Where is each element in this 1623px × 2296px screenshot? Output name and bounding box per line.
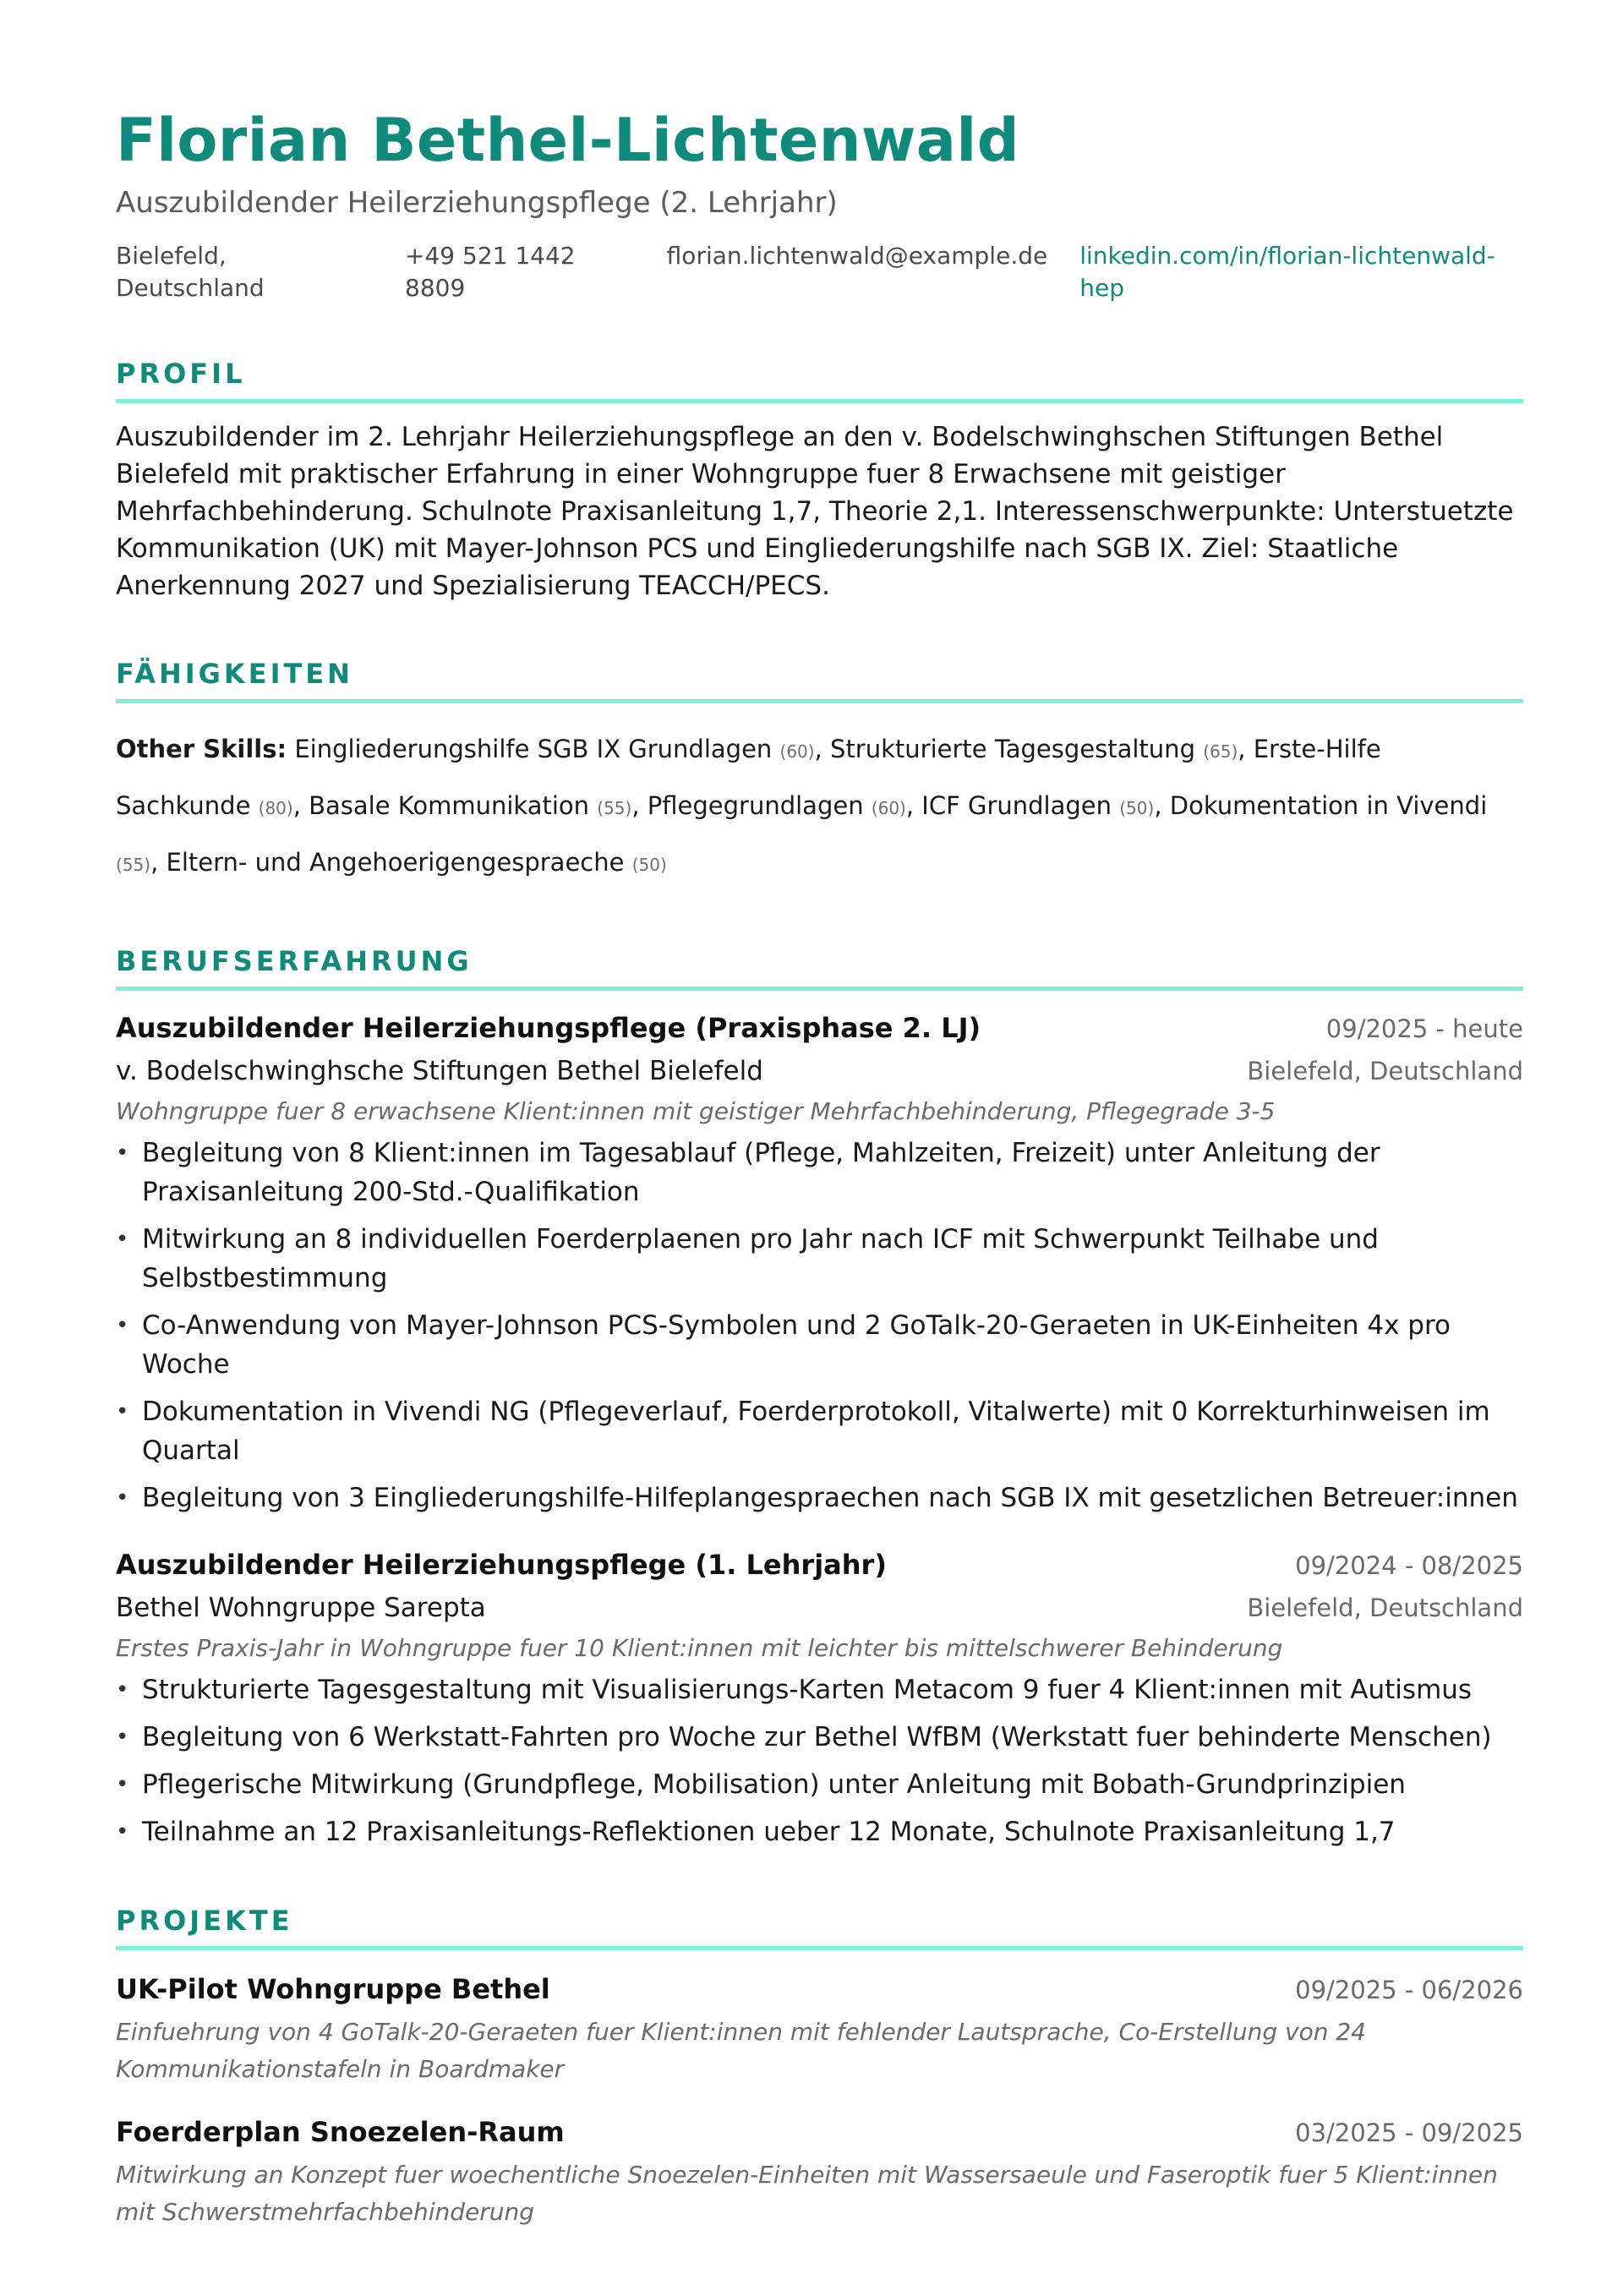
skill-name: Basale Kommunikation: [309, 791, 590, 820]
skill-name: ICF Grundlagen: [921, 791, 1112, 820]
experience-title-row: [116, 1544, 1523, 1586]
section-title-experience: BERUFSERFAHRUNG: [116, 944, 1523, 991]
company-name: Bethel Wohngruppe Sarepta: [116, 1593, 486, 1623]
bullet-item: • Begleitung von 6 Werkstatt-Fahrten pro Woche zur Bethel WfBM (Werkstatt fuer behinderte Menschen): [116, 1718, 1523, 1757]
experience-company-row: [116, 1586, 1523, 1630]
project-title: UK-Pilot Wohngruppe Bethel: [116, 1973, 550, 2005]
skill-level: (80): [258, 798, 293, 818]
projects-section: [116, 1904, 1523, 2231]
skill-level: (55): [116, 855, 151, 875]
skill-separator: ,: [1238, 735, 1254, 763]
skills-category-label: Other Skills:: [116, 735, 287, 763]
contact-location: Bielefeld, Deutschland: [116, 242, 265, 302]
skill-name: Eltern- und Angehoerigengespraeche: [166, 848, 625, 877]
skill-level: (60): [871, 798, 906, 818]
job-bullets: [116, 1670, 1523, 1851]
profile-summary: Auszubildender im 2. Lehrjahr Heilerziehungspflege an den v. Bodelschwinghschen Stiftungen Bethel Bielefeld mit praktischer Erfahrung in einer Wohngruppe fuer 8 Erwachsene mit geistiger Mehrfachbehinderung. Schulnote Praxisanleitung 1,7, Theorie 2,1. Interessenschwerpunkte: Unterstuetzte Kommunikation (UK) mit Mayer-Johnson PCS und Eingliederungshilfe nach SGB IX. Ziel: Staatliche Anerkennung 2027 und Spezialisierung TEACCH/PECS.: [116, 422, 1514, 601]
skills-list: [116, 722, 1523, 892]
project-title: Foerderplan Snoezelen-Raum: [116, 2116, 565, 2148]
skill-level: (50): [1119, 798, 1155, 818]
linkedin-link[interactable]: linkedin.com/in/florian-lichtenwald-hep: [1079, 242, 1495, 302]
skill-separator: ,: [814, 735, 831, 763]
project-entry: [116, 2112, 1523, 2231]
contact-line: [116, 240, 1523, 304]
company-name: v. Bodelschwinghsche Stiftungen Bethel Bielefeld: [116, 1056, 763, 1086]
project-entry: [116, 1969, 1523, 2088]
resume-content: [116, 100, 1523, 2231]
job-bullets: [116, 1134, 1523, 1517]
experience-section: [116, 944, 1523, 1851]
experience-company-row: [116, 1049, 1523, 1093]
contact-phone: +49 521 1442 8809: [405, 242, 576, 302]
candidate-headline: Auszubildender Heilerziehungspflege (2. Lehrjahr): [116, 186, 838, 220]
skills-items: [116, 735, 1487, 877]
job-location: Bielefeld, Deutschland: [1247, 1057, 1523, 1085]
job-title: Auszubildender Heilerziehungspflege (1. Lehrjahr): [116, 1549, 887, 1581]
project-title-row: [116, 1969, 1523, 2010]
skills-section: [116, 657, 1523, 892]
project-title-row: [116, 2112, 1523, 2153]
skill-level: (55): [597, 798, 632, 818]
profile-section: [116, 357, 1523, 604]
contact-email: florian.lichtenwald@example.de: [666, 242, 1048, 270]
job-title: Auszubildender Heilerziehungspflege (Praxisphase 2. LJ): [116, 1012, 981, 1044]
resume-header: [116, 100, 1523, 304]
bullet-item: • Strukturierte Tagesgestaltung mit Visualisierungs-Karten Metacom 9 fuer 4 Klient:innen mit Autismus: [116, 1670, 1523, 1709]
section-title-skills: FÄHIGKEITEN: [116, 657, 1523, 703]
skill-separator: ,: [150, 848, 167, 877]
skill-level: (50): [631, 855, 667, 875]
skill-name: Strukturierte Tagesgestaltung: [830, 735, 1195, 763]
bullet-item: • Begleitung von 3 Eingliederungshilfe-Hilfeplangespraechen nach SGB IX mit gesetzlichen Betreuer:innen: [116, 1479, 1523, 1517]
bullet-item: • Pflegerische Mitwirkung (Grundpflege, Mobilisation) unter Anleitung mit Bobath-Grundprinzipien: [116, 1765, 1523, 1804]
bullet-item: • Co-Anwendung von Mayer-Johnson PCS-Symbolen und 2 GoTalk-20-Geraeten in UK-Einheiten 4x pro Woche: [116, 1306, 1523, 1384]
skill-name: Erste-Hilfe Sachkunde: [116, 735, 1381, 820]
experience-entry: [116, 1008, 1523, 1517]
bullet-item: • Begleitung von 8 Klient:innen im Tagesablauf (Pflege, Mahlzeiten, Freizeit) unter Anleitung der Praxisanleitung 200-Std.-Qualifikation: [116, 1134, 1523, 1211]
skill-level: (60): [779, 741, 815, 762]
skill-separator: ,: [292, 791, 309, 820]
skill-name: Pflegegrundlagen: [647, 791, 864, 820]
candidate-name: Florian Bethel-Lichtenwald: [116, 106, 1020, 175]
job-date: 09/2025 - heute: [1325, 1014, 1523, 1043]
bullet-item: • Teilnahme an 12 Praxisanleitungs-Reflektionen ueber 12 Monate, Schulnote Praxisanleitung 1,7: [116, 1812, 1523, 1851]
experience-entry: [116, 1544, 1523, 1851]
project-description: Einfuehrung von 4 GoTalk-20-Geraeten fuer Klient:innen mit fehlender Lautsprache, Co-Erstellung von 24 Kommunikationstafeln in Boardmaker: [116, 2018, 1366, 2083]
skill-separator: ,: [1154, 791, 1170, 820]
job-description: Erstes Praxis-Jahr in Wohngruppe fuer 10 Klient:innen mit leichter bis mittelschwerer Behinderung: [116, 1634, 1283, 1662]
skill-name: Dokumentation in Vivendi: [1169, 791, 1488, 820]
job-description: Wohngruppe fuer 8 erwachsene Klient:innen mit geistiger Mehrfachbehinderung, Pflegegrade 3-5: [116, 1097, 1276, 1125]
project-description: Mitwirkung an Konzept fuer woechentliche Snoezelen-Einheiten mit Wassersaeule und Faseroptik fuer 5 Klient:innen mit Schwerstmehrfachbehinderung: [116, 2161, 1498, 2226]
bullet-item: • Mitwirkung an 8 individuellen Foerderplaenen pro Jahr nach ICF mit Schwerpunkt Teilhabe und Selbstbestimmung: [116, 1220, 1523, 1298]
project-date: 03/2025 - 09/2025: [1295, 2118, 1523, 2147]
section-title-profile: PROFIL: [116, 357, 1523, 403]
skill-name: Eingliederungshilfe SGB IX Grundlagen: [294, 735, 773, 763]
skill-separator: ,: [905, 791, 922, 820]
job-date: 09/2024 - 08/2025: [1295, 1551, 1523, 1580]
experience-title-row: [116, 1008, 1523, 1049]
section-title-projects: PROJEKTE: [116, 1904, 1523, 1950]
project-date: 09/2025 - 06/2026: [1295, 1976, 1523, 2004]
bullet-item: • Dokumentation in Vivendi NG (Pflegeverlauf, Foerderprotokoll, Vitalwerte) mit 0 Korrekturhinweisen im Quartal: [116, 1392, 1523, 1470]
skill-level: (65): [1203, 741, 1238, 762]
job-location: Bielefeld, Deutschland: [1247, 1594, 1523, 1622]
skill-separator: ,: [631, 791, 648, 820]
